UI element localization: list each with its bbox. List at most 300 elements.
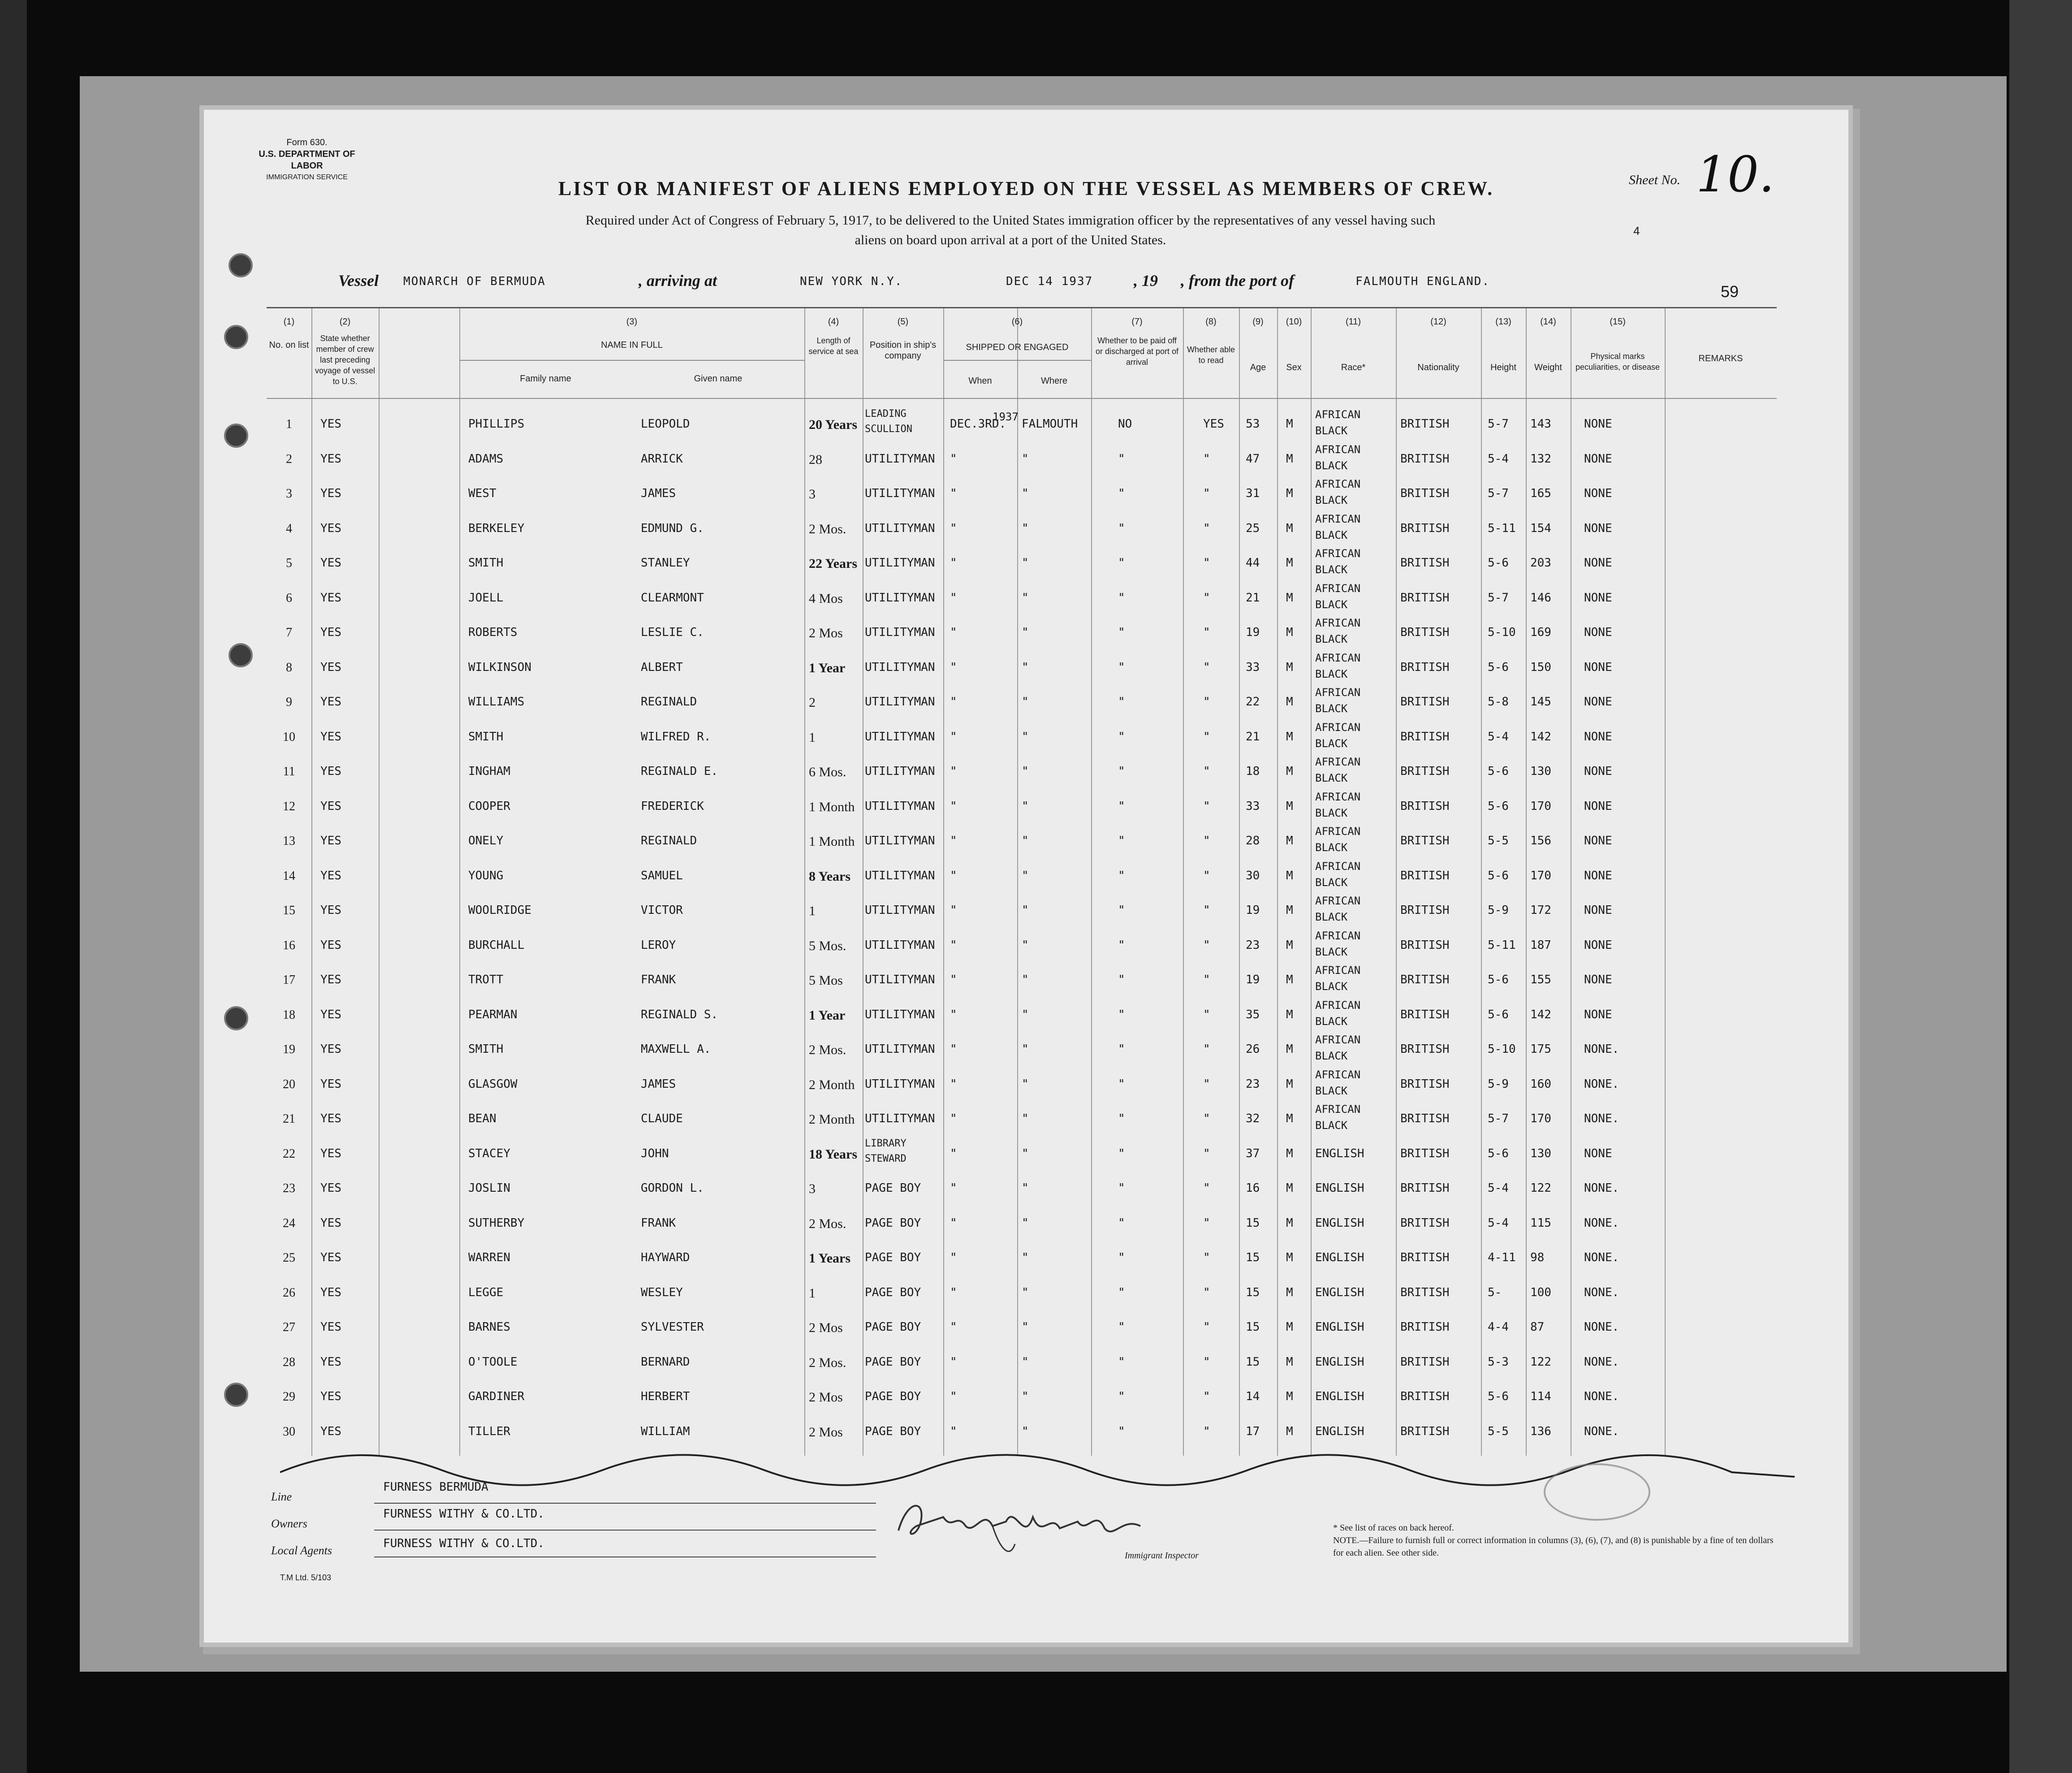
cell-height: 5-6 — [1488, 765, 1509, 778]
cell-weight: 122 — [1530, 1181, 1551, 1195]
cell-race-line2: BLACK — [1315, 841, 1348, 854]
cell-race-line1: AFRICAN — [1315, 582, 1361, 595]
cell-weight: 142 — [1530, 730, 1551, 744]
cell-no: 21 — [283, 1112, 295, 1126]
cell-age: 28 — [1246, 834, 1260, 848]
cell-position: UTILITYMAN — [865, 1077, 935, 1091]
cell-given: BERNARD — [641, 1355, 690, 1369]
cell-family: TILLER — [468, 1424, 510, 1438]
cell-race: ENGLISH — [1315, 1355, 1364, 1369]
cell-prev: YES — [320, 521, 341, 535]
cell-when: " — [950, 1390, 957, 1403]
cell-position: LEADING SCULLION — [865, 408, 912, 435]
cell-family: INGHAM — [468, 765, 510, 778]
department: U.S. DEPARTMENT OF LABOR — [259, 149, 355, 171]
header-age: Age — [1250, 363, 1266, 372]
cell-position: UTILITYMAN — [865, 799, 935, 813]
cell-nationality: BRITISH — [1400, 1181, 1450, 1195]
cell-sex: M — [1286, 417, 1293, 431]
cell-where: " — [1022, 1042, 1029, 1056]
cell-weight: 155 — [1530, 973, 1551, 986]
cell-read: " — [1203, 1042, 1210, 1056]
table-row — [267, 787, 1777, 821]
cell-sex: M — [1286, 695, 1293, 709]
cell-paid-off: " — [1118, 765, 1125, 778]
cell-prev: YES — [320, 1146, 341, 1160]
cell-read: " — [1203, 1285, 1210, 1299]
cell-read: " — [1203, 1077, 1210, 1091]
cell-sex: M — [1286, 452, 1293, 466]
cell-nationality: BRITISH — [1400, 869, 1450, 882]
cell-family: COOPER — [468, 799, 510, 813]
cell-sex: M — [1286, 591, 1293, 605]
cell-when: " — [950, 1112, 957, 1125]
cell-age: 35 — [1246, 1008, 1260, 1021]
cell-when: " — [950, 1355, 957, 1369]
cell-when: " — [950, 938, 957, 952]
cell-position: UTILITYMAN — [865, 904, 935, 917]
cell-prev: YES — [320, 765, 341, 778]
cell-height: 5-3 — [1488, 1355, 1509, 1369]
table-row — [267, 752, 1777, 786]
line-value: FURNESS BERMUDA — [383, 1480, 488, 1494]
col-num-11: (11) — [1345, 317, 1361, 327]
cell-marks: NONE — [1584, 660, 1612, 674]
cell-age: 18 — [1246, 765, 1260, 778]
cell-paid-off: " — [1118, 487, 1125, 500]
cell-no: 29 — [283, 1390, 295, 1404]
cell-position: UTILITYMAN — [865, 1008, 935, 1021]
cell-no: 5 — [286, 556, 292, 570]
table-row — [267, 544, 1777, 577]
cell-no: 25 — [283, 1251, 295, 1265]
cell-given: EDMUND G. — [641, 521, 704, 535]
cell-where: " — [1022, 521, 1029, 535]
binder-hole — [224, 325, 248, 349]
cell-weight: 142 — [1530, 1008, 1551, 1021]
cell-family: PHILLIPS — [468, 417, 525, 431]
cell-race: ENGLISH — [1315, 1424, 1364, 1438]
cell-weight: 114 — [1530, 1390, 1551, 1403]
cell-nationality: BRITISH — [1400, 591, 1450, 605]
header-name-in-full: NAME IN FULL — [601, 340, 663, 350]
cell-no: 11 — [283, 765, 295, 778]
cell-service: 1 Year — [809, 1008, 846, 1023]
cell-weight: 98 — [1530, 1251, 1545, 1264]
cell-service: 8 Years — [809, 869, 851, 884]
cell-age: 22 — [1246, 695, 1260, 709]
table-row — [267, 1065, 1777, 1098]
cell-position: PAGE BOY — [865, 1320, 921, 1334]
header-when: When — [968, 376, 992, 386]
table-row — [267, 960, 1777, 994]
cell-given: VICTOR — [641, 904, 683, 917]
col-num-7: (7) — [1131, 317, 1143, 327]
table-row — [267, 474, 1777, 508]
table-row — [267, 1343, 1777, 1376]
cell-position: UTILITYMAN — [865, 452, 935, 466]
cell-service: 18 Years — [809, 1146, 858, 1162]
cell-paid-off: " — [1118, 1112, 1125, 1125]
cell-paid-off: " — [1118, 973, 1125, 986]
binder-hole — [229, 253, 253, 277]
cell-weight: 87 — [1530, 1320, 1545, 1334]
cell-sex: M — [1286, 1320, 1293, 1334]
cell-height: 5-9 — [1488, 904, 1509, 917]
cell-marks: NONE — [1584, 973, 1612, 986]
cell-given: REGINALD — [641, 834, 697, 848]
cell-height: 5- — [1488, 1285, 1502, 1299]
vessel-name: MONARCH OF BERMUDA — [403, 275, 546, 288]
cell-where: " — [1022, 1390, 1029, 1403]
cell-when: " — [950, 1181, 957, 1195]
cell-read: " — [1203, 730, 1210, 744]
cell-given: ALBERT — [641, 660, 683, 674]
cell-paid-off: " — [1118, 452, 1125, 466]
cell-position: PAGE BOY — [865, 1181, 921, 1195]
cell-race-line2: BLACK — [1315, 667, 1348, 680]
cell-service: 2 Month — [809, 1112, 855, 1127]
cell-marks: NONE — [1584, 904, 1612, 917]
cell-service: 1 — [809, 904, 816, 918]
cell-weight: 145 — [1530, 695, 1551, 709]
cell-race-line1: AFRICAN — [1315, 756, 1361, 768]
cell-prev: YES — [320, 1181, 341, 1195]
cell-where: " — [1022, 799, 1029, 813]
cell-height: 5-6 — [1488, 660, 1509, 674]
header-remarks: REMARKS — [1698, 354, 1743, 363]
cell-paid-off: " — [1118, 1320, 1125, 1334]
cell-read: " — [1203, 1112, 1210, 1125]
cell-no: 26 — [283, 1285, 295, 1300]
cell-family: JOELL — [468, 591, 504, 605]
header-physical-marks: Physical marks peculiarities, or disease — [1575, 352, 1660, 372]
page-title: LIST OR MANIFEST OF ALIENS EMPLOYED ON THE VESSEL AS MEMBERS OF CREW. — [558, 177, 1494, 199]
cell-height: 5-5 — [1488, 1424, 1509, 1438]
cell-marks: NONE — [1584, 591, 1612, 605]
cell-height: 5-10 — [1488, 1042, 1516, 1056]
cell-race-line1: AFRICAN — [1315, 547, 1361, 560]
cell-marks: NONE — [1584, 799, 1612, 813]
col-num-9: (9) — [1252, 317, 1264, 327]
cell-race: ENGLISH — [1315, 1146, 1364, 1160]
cell-service: 2 Mos — [809, 1390, 843, 1405]
cell-height: 5-6 — [1488, 556, 1509, 570]
cell-position: UTILITYMAN — [865, 695, 935, 709]
cell-position: UTILITYMAN — [865, 834, 935, 848]
cell-race-line2: BLACK — [1315, 459, 1348, 472]
cell-given: JOHN — [641, 1146, 669, 1160]
cell-when: " — [950, 626, 957, 639]
header-able-read: Whether able to read — [1187, 345, 1235, 365]
cell-nationality: BRITISH — [1400, 417, 1450, 431]
cell-where: " — [1022, 730, 1029, 744]
col-num-10: (10) — [1286, 317, 1302, 327]
cell-when: " — [950, 1077, 957, 1091]
subtitle-line-2: aliens on board upon arrival at a port of the United States. — [855, 233, 1166, 247]
cell-height: 5-7 — [1488, 487, 1509, 500]
cell-marks: NONE — [1584, 487, 1612, 500]
printer-mark: T.M Ltd. 5/103 — [280, 1573, 332, 1582]
cell-read: " — [1203, 626, 1210, 639]
cell-read: " — [1203, 487, 1210, 500]
cell-race-line1: AFRICAN — [1315, 1034, 1361, 1046]
cell-prev: YES — [320, 1112, 341, 1125]
cell-where: FALMOUTH — [1022, 417, 1078, 431]
cell-service: 6 Mos. — [809, 765, 846, 779]
cell-race-line2: BLACK — [1315, 1084, 1348, 1097]
cell-nationality: BRITISH — [1400, 660, 1450, 674]
cell-prev: YES — [320, 452, 341, 466]
cell-family: SMITH — [468, 556, 504, 570]
cell-sex: M — [1286, 1424, 1293, 1438]
cell-height: 5-7 — [1488, 591, 1509, 605]
cell-position: UTILITYMAN — [865, 765, 935, 778]
cell-height: 5-7 — [1488, 417, 1509, 431]
table-row — [267, 648, 1777, 682]
cell-when: " — [950, 765, 957, 778]
cell-when: " — [950, 591, 957, 605]
cell-when: " — [950, 730, 957, 744]
cell-race-line2: BLACK — [1315, 876, 1348, 889]
table-row — [267, 1134, 1777, 1168]
cell-service: 1 Years — [809, 1251, 851, 1266]
cell-weight: 150 — [1530, 660, 1551, 674]
col-num-4: (4) — [828, 317, 839, 327]
cell-age: 21 — [1246, 730, 1260, 744]
table-row — [267, 1412, 1777, 1446]
col-num-8: (8) — [1205, 317, 1217, 327]
year-annotation: 1937 — [993, 411, 1019, 423]
cell-position: UTILITYMAN — [865, 487, 935, 500]
cell-read: " — [1203, 452, 1210, 466]
cell-paid-off: " — [1118, 556, 1125, 570]
cell-marks: NONE. — [1584, 1112, 1619, 1125]
form-identifier — [249, 137, 365, 183]
cell-no: 6 — [286, 591, 292, 605]
cell-weight: 100 — [1530, 1285, 1551, 1299]
cell-height: 5-6 — [1488, 973, 1509, 986]
cell-nationality: BRITISH — [1400, 1077, 1450, 1091]
cell-race-line2: BLACK — [1315, 980, 1348, 993]
cell-read: " — [1203, 765, 1210, 778]
cell-marks: NONE — [1584, 556, 1612, 570]
cell-race-line2: BLACK — [1315, 806, 1348, 819]
cell-given: CLEARMONT — [641, 591, 704, 605]
cell-prev: YES — [320, 1390, 341, 1403]
cell-nationality: BRITISH — [1400, 904, 1450, 917]
cell-prev: YES — [320, 1355, 341, 1369]
cell-family: WEST — [468, 487, 496, 500]
cell-prev: YES — [320, 1008, 341, 1021]
cell-nationality: BRITISH — [1400, 452, 1450, 466]
cell-nationality: BRITISH — [1400, 973, 1450, 986]
cell-where: " — [1022, 1008, 1029, 1021]
cell-given: LEROY — [641, 938, 676, 952]
cell-prev: YES — [320, 904, 341, 917]
cell-family: BERKELEY — [468, 521, 525, 535]
cell-read: " — [1203, 556, 1210, 570]
cell-prev: YES — [320, 487, 341, 500]
cell-read: " — [1203, 869, 1210, 882]
cell-service: 1 Month — [809, 799, 855, 814]
cell-service: 2 Mos — [809, 1424, 843, 1440]
cell-sex: M — [1286, 1077, 1293, 1091]
cell-age: 23 — [1246, 1077, 1260, 1091]
agents-value: FURNESS WITHY & CO.LTD. — [383, 1537, 545, 1550]
cell-height: 5-9 — [1488, 1077, 1509, 1091]
cell-nationality: BRITISH — [1400, 1008, 1450, 1021]
cell-position: PAGE BOY — [865, 1424, 921, 1438]
cell-family: BURCHALL — [468, 938, 525, 952]
cell-height: 5-8 — [1488, 695, 1509, 709]
table-row — [267, 926, 1777, 960]
cell-age: 15 — [1246, 1320, 1260, 1334]
cell-paid-off: " — [1118, 730, 1125, 744]
cell-prev: YES — [320, 869, 341, 882]
cell-family: JOSLIN — [468, 1181, 510, 1195]
cell-where: " — [1022, 487, 1029, 500]
cell-prev: YES — [320, 730, 341, 744]
table-row — [267, 405, 1777, 438]
cell-marks: NONE — [1584, 695, 1612, 709]
table-row — [267, 683, 1777, 716]
cell-paid-off: " — [1118, 1146, 1125, 1160]
cell-prev: YES — [320, 799, 341, 813]
cell-height: 5-6 — [1488, 1146, 1509, 1160]
cell-prev: YES — [320, 1042, 341, 1056]
cell-race-line1: AFRICAN — [1315, 825, 1361, 838]
cell-marks: NONE — [1584, 834, 1612, 848]
manifest-page — [204, 110, 1848, 1643]
cell-where: " — [1022, 834, 1029, 848]
cell-read: " — [1203, 1390, 1210, 1403]
cell-given: HAYWARD — [641, 1251, 690, 1264]
cell-no: 28 — [283, 1355, 295, 1369]
cell-paid-off: " — [1118, 834, 1125, 848]
cell-marks: NONE — [1584, 1146, 1612, 1160]
cell-service: 1 — [809, 1285, 816, 1301]
cell-sex: M — [1286, 1285, 1293, 1299]
table-row — [267, 509, 1777, 543]
cell-marks: NONE. — [1584, 1355, 1619, 1369]
cell-family: TROTT — [468, 973, 504, 986]
arriving-label: , arriving at — [639, 272, 717, 290]
cell-sex: M — [1286, 1146, 1293, 1160]
cell-race-line2: BLACK — [1315, 772, 1348, 784]
cell-where: " — [1022, 973, 1029, 986]
cell-when: " — [950, 1146, 957, 1160]
cell-family: GLASGOW — [468, 1077, 518, 1091]
cell-given: LESLIE C. — [641, 626, 704, 639]
cell-family: WOOLRIDGE — [468, 904, 531, 917]
table-row — [267, 995, 1777, 1029]
cell-family: ONELY — [468, 834, 504, 848]
cell-paid-off: " — [1118, 1355, 1125, 1369]
cell-height: 5-4 — [1488, 452, 1509, 466]
cell-given: WILLIAM — [641, 1424, 690, 1438]
cell-race-line1: AFRICAN — [1315, 999, 1361, 1012]
cell-race-line2: BLACK — [1315, 702, 1348, 715]
cell-nationality: BRITISH — [1400, 1251, 1450, 1264]
cell-position: PAGE BOY — [865, 1251, 921, 1264]
cell-where: " — [1022, 695, 1029, 709]
cell-given: WESLEY — [641, 1285, 683, 1299]
cell-paid-off: " — [1118, 1181, 1125, 1195]
header-paid-off: Whether to be paid off or discharged at port of arrival — [1095, 336, 1179, 367]
cell-given: FRANK — [641, 973, 676, 986]
cell-sex: M — [1286, 1181, 1293, 1195]
stamp-mark — [1544, 1463, 1650, 1521]
cell-sex: M — [1286, 1251, 1293, 1264]
cell-family: ROBERTS — [468, 626, 518, 639]
cell-no: 14 — [283, 869, 295, 883]
cell-race: ENGLISH — [1315, 1181, 1364, 1195]
form-number: Form 630. — [286, 138, 328, 147]
cell-age: 37 — [1246, 1146, 1260, 1160]
cell-position: UTILITYMAN — [865, 1112, 935, 1125]
cell-sex: M — [1286, 834, 1293, 848]
cell-height: 4-4 — [1488, 1320, 1509, 1334]
cell-paid-off: " — [1118, 660, 1125, 674]
cell-sex: M — [1286, 1112, 1293, 1125]
cell-race-line2: BLACK — [1315, 1050, 1348, 1062]
cell-where: " — [1022, 1251, 1029, 1264]
cell-where: " — [1022, 1424, 1029, 1438]
cell-height: 5-6 — [1488, 799, 1509, 813]
cell-read: " — [1203, 904, 1210, 917]
cell-sex: M — [1286, 765, 1293, 778]
header-family-name: Family name — [520, 374, 571, 384]
cell-weight: 146 — [1530, 591, 1551, 605]
cell-paid-off: " — [1118, 869, 1125, 882]
cell-where: " — [1022, 626, 1029, 639]
cell-nationality: BRITISH — [1400, 1112, 1450, 1125]
cell-when: " — [950, 1216, 957, 1230]
cell-race-line2: BLACK — [1315, 945, 1348, 958]
cell-nationality: BRITISH — [1400, 487, 1450, 500]
col-num-14: (14) — [1540, 317, 1556, 327]
header-no-on-list: No. on list — [269, 340, 309, 350]
cell-race-line2: BLACK — [1315, 1015, 1348, 1028]
cell-marks: NONE — [1584, 452, 1612, 466]
header-where: Where — [1041, 376, 1067, 386]
cell-paid-off: " — [1118, 1077, 1125, 1091]
cell-when: " — [950, 904, 957, 917]
cell-marks: NONE — [1584, 730, 1612, 744]
cell-nationality: BRITISH — [1400, 1355, 1450, 1369]
cell-position: UTILITYMAN — [865, 1042, 935, 1056]
cell-family: GARDINER — [468, 1390, 525, 1403]
cell-height: 5-6 — [1488, 869, 1509, 882]
cell-family: ADAMS — [468, 452, 504, 466]
cell-weight: 136 — [1530, 1424, 1551, 1438]
cell-read: " — [1203, 973, 1210, 986]
cell-race-line1: AFRICAN — [1315, 443, 1361, 456]
cell-read: " — [1203, 521, 1210, 535]
col-num-15: (15) — [1610, 317, 1626, 327]
cell-age: 33 — [1246, 799, 1260, 813]
cell-read: " — [1203, 591, 1210, 605]
cell-when: " — [950, 695, 957, 709]
cell-nationality: BRITISH — [1400, 1320, 1450, 1334]
cell-when: DEC.3RD. — [950, 417, 1006, 431]
cell-height: 5-4 — [1488, 1181, 1509, 1195]
cell-paid-off: " — [1118, 1424, 1125, 1438]
cell-where: " — [1022, 556, 1029, 570]
cell-read: " — [1203, 1008, 1210, 1021]
cell-marks: NONE — [1584, 521, 1612, 535]
